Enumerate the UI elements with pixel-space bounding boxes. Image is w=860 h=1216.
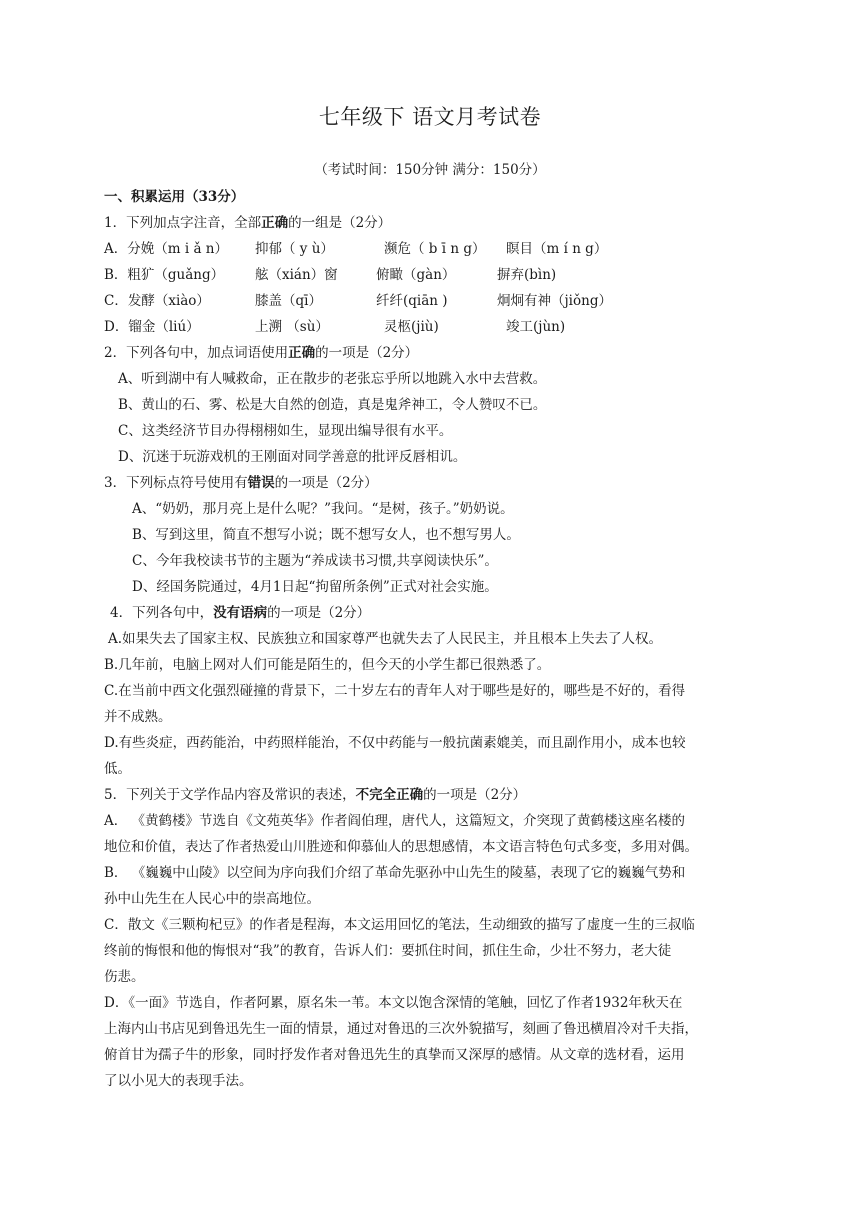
question-4-stem xyxy=(110,604,370,622)
stem-emphasis: 不完全正确 xyxy=(355,787,424,803)
q4-option-c: C.在当前中西文化强烈碰撞的背景下，二十岁左右的青年人对于哪些是好的，哪些是不好的，看得 xyxy=(104,683,686,699)
q2-option-a: A、听到湖中有人喊救命，正在散步的老张忘乎所以地跳入水中去营救。 xyxy=(118,371,547,387)
stem-text: 的一组是（2分） xyxy=(288,215,392,231)
question-3-stem xyxy=(104,474,378,492)
option-cell: 舷（xián）窗 xyxy=(255,267,338,283)
page-title: 七年级下 语文月考试卷 xyxy=(318,105,542,129)
question-1-stem xyxy=(104,214,391,232)
q5-option-d-cont: 俯首甘为孺子牛的形象，同时抒发作者对鲁迅先生的真挚而又深厚的感情。从文章的选材看，运用 xyxy=(104,1047,685,1063)
q4-option-d: D.有些炎症，西药能治，中药照样能治，不仅中药能与一般抗菌素媲美，而且副作用小，成本也较 xyxy=(104,735,686,751)
stem-emphasis: 正确 xyxy=(261,215,289,231)
stem-text: 的一项是（2分） xyxy=(267,605,371,621)
option-cell: A．分娩（m i ǎ n） xyxy=(104,241,228,257)
stem-text: 的一项是（2分） xyxy=(423,787,527,803)
q4-option-d-cont: 低。 xyxy=(104,761,131,777)
option-cell: B．粗犷（guǎng） xyxy=(104,267,225,283)
q4-option-a: A.如果失去了国家主权、民族独立和国家尊严也就失去了人民民主，并且根本上失去了人权。 xyxy=(108,631,663,647)
option-cell: 灵柩(jiù) xyxy=(384,319,439,335)
option-cell: 濒危（ b ī n g） xyxy=(384,241,486,257)
q5-option-c-cont: 终前的悔恨和他的悔恨对“我”的教育，告诉人们：要抓住时间，抓住生命，少壮不努力，老大徒 xyxy=(104,943,672,959)
q3-option-d: D、经国务院通过，4月1日起“拘留所条例”正式对社会实施。 xyxy=(132,579,498,595)
stem-emphasis: 正确 xyxy=(288,345,316,361)
q3-option-c: C、今年我校读书节的主题为“养成读书习惯,共享阅读快乐”。 xyxy=(132,553,498,569)
q5-option-a: A． 《黄鹤楼》节选自《文苑英华》作者阎伯理，唐代人，这篇短文，介突现了黄鹤楼这座名楼的 xyxy=(104,813,686,829)
q2-option-b: B、黄山的石、雾、松是大自然的创造，真是鬼斧神工，令人赞叹不已。 xyxy=(118,397,547,413)
option-cell: 膝盖（qī） xyxy=(255,293,322,309)
exam-info: （考试时间：150分钟 满分：150分） xyxy=(314,162,546,178)
q2-option-c: C、这类经济节目办得栩栩如生，显现出编导很有水平。 xyxy=(118,423,453,439)
option-cell: 抑郁（ y ù） xyxy=(255,241,334,257)
q5-option-a-cont: 地位和价值，表达了作者热爱山川胜迹和仰慕仙人的思想感情，本文语言特色句式多变，多用对偶。 xyxy=(104,839,698,855)
option-cell: 竣工(jùn) xyxy=(506,319,566,335)
q5-option-d-cont: 上海内山书店见到鲁迅先生一面的情景，通过对鲁迅的三次外貌描写，刻画了鲁迅横眉冷对千夫指， xyxy=(104,1021,698,1037)
section-heading: 一、积累运用（33分） xyxy=(104,189,245,205)
q3-option-a: A、“奶奶，那月亮上是什么呢？”我问。“是树，孩子。”奶奶说。 xyxy=(132,501,514,517)
q3-option-b: B、写到这里，简直不想写小说；既不想写女人，也不想写男人。 xyxy=(132,527,520,543)
q5-option-b: B． 《巍巍中山陵》以空间为序向我们介绍了革命先驱孙中山先生的陵墓，表现了它的巍巍气势和 xyxy=(104,865,686,881)
stem-text: 3．下列标点符号使用有 xyxy=(104,475,248,491)
stem-text: 2．下列各句中，加点词语使用 xyxy=(104,345,289,361)
option-cell: C．发酵（xiào） xyxy=(104,293,210,309)
option-cell: 瞑目（m í n g） xyxy=(506,241,608,257)
question-5-stem xyxy=(104,786,526,804)
q5-option-d: D．《一面》节选自，作者阿累，原名朱一苇。本文以饱含深情的笔触，回忆了作者1932年秋天在 xyxy=(104,995,683,1011)
stem-emphasis: 没有语病 xyxy=(213,605,268,621)
option-cell: D．镏金（liú） xyxy=(104,319,200,335)
stem-emphasis: 错误 xyxy=(247,475,275,491)
q4-option-b: B.几年前，电脑上网对人们可能是陌生的，但今天的小学生都已很熟悉了。 xyxy=(104,657,551,673)
q4-option-c-cont: 并不成熟。 xyxy=(104,709,172,725)
stem-text: 的一项是（2分） xyxy=(315,345,419,361)
stem-text: 4．下列各句中， xyxy=(110,605,214,621)
stem-text: 5．下列关于文学作品内容及常识的表述， xyxy=(104,787,356,803)
q5-option-b-cont: 孙中山先生在人民心中的崇高地位。 xyxy=(104,891,320,907)
q2-option-d: D、沉迷于玩游戏机的王刚面对同学善意的批评反唇相讥。 xyxy=(118,449,467,465)
option-cell: 上溯 （sù） xyxy=(255,319,329,335)
option-cell: 俯瞰（gàn） xyxy=(376,267,456,283)
q5-option-c-cont: 伤悲。 xyxy=(104,969,145,985)
stem-text: 1．下列加点字注音，全部 xyxy=(104,215,262,231)
q5-option-c: C．散文《三颗枸杞豆》的作者是程海，本文运用回忆的笔法，生动细致的描写了虚度一生的三叔临 xyxy=(104,917,695,933)
question-2-stem xyxy=(104,344,418,362)
option-cell: 炯炯有神（jiǒng） xyxy=(497,293,612,309)
option-cell: 纤纤(qiān ) xyxy=(376,293,448,309)
option-cell: 摒弃(bìn) xyxy=(497,267,557,283)
stem-text: 的一项是（2分） xyxy=(274,475,378,491)
q5-option-d-cont: 了以小见大的表现手法。 xyxy=(104,1073,253,1089)
